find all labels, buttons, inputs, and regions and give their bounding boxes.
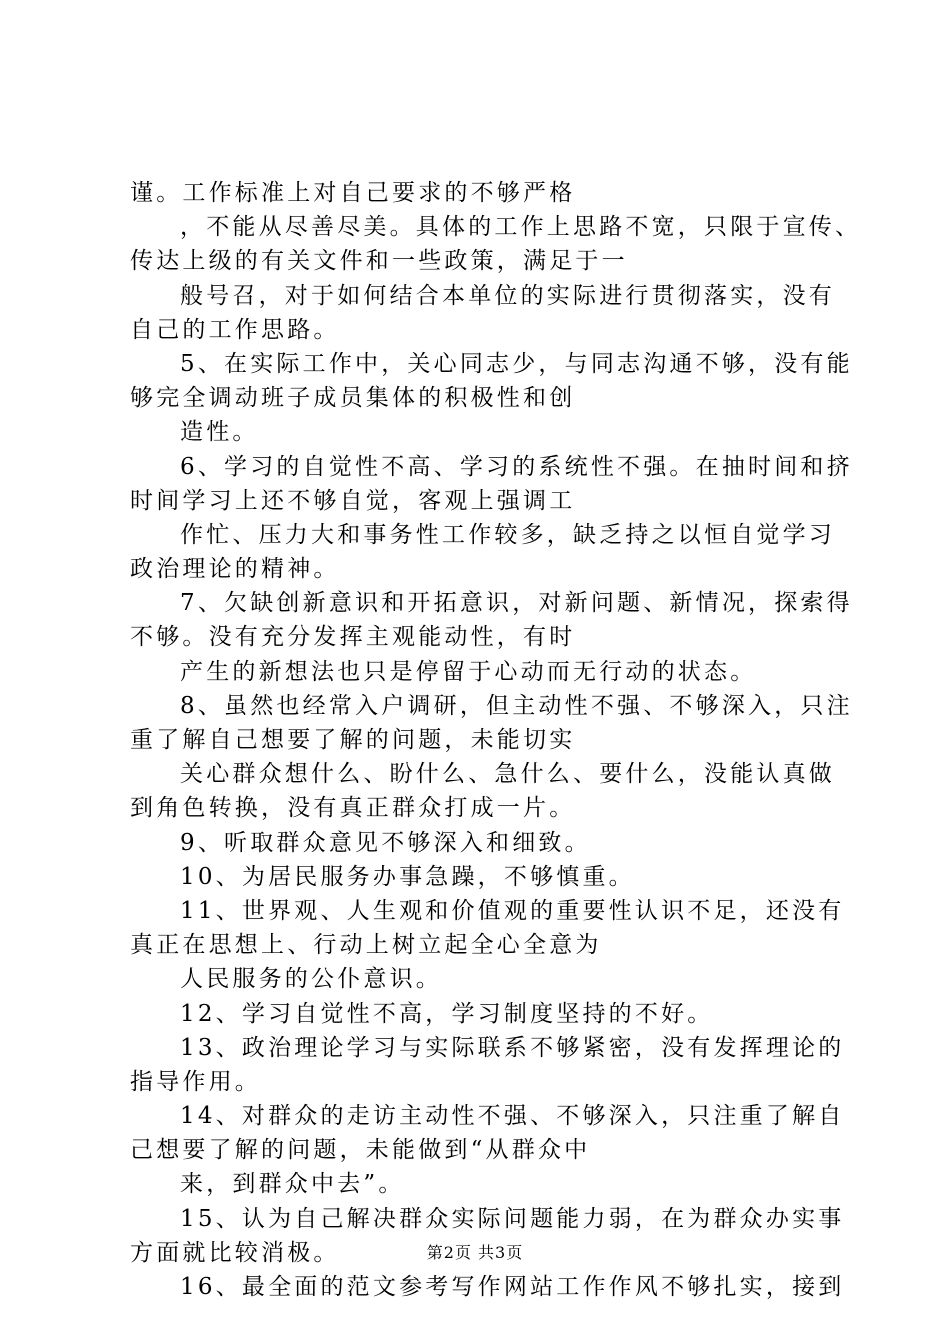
text-line: ，不能从尽善尽美。具体的工作上思路不宽，只限于宣传、 xyxy=(180,214,862,241)
text-line: 6、学习的自觉性不高、学习的系统性不强。在抽时间和挤 xyxy=(180,453,853,480)
text-line: 7、欠缺创新意识和开拓意识，对新问题、新情况，探索得 xyxy=(180,590,853,617)
text-line: 关心群众想什么、盼什么、急什么、要什么，没能认真做 xyxy=(180,761,835,788)
text-line: 真正在思想上、行动上树立起全心全意为 xyxy=(130,932,602,959)
text-line: 谨。工作标准上对自己要求的不够严格 xyxy=(130,180,576,206)
text-line: 般号召，对于如何结合本单位的实际进行贯彻落实，没有 xyxy=(180,282,835,309)
text-line: 够完全调动班子成员集体的积极性和创 xyxy=(130,385,576,412)
text-line: 时间学习上还不够自觉，客观上强调工 xyxy=(130,487,576,514)
text-line: 自己的工作思路。 xyxy=(130,316,340,343)
text-line: 造性。 xyxy=(180,419,259,446)
text-line: 到角色转换，没有真正群众打成一片。 xyxy=(130,795,576,822)
text-line: 方面就比较消极。 xyxy=(130,1239,340,1266)
text-line: 16、最全面的范文参考写作网站工作作风不够扎实，接到 xyxy=(180,1274,845,1300)
text-line: 指导作用。 xyxy=(130,1068,261,1095)
text-line: 12、学习自觉性不高，学习制度坚持的不好。 xyxy=(180,1000,714,1027)
text-line: 15、认为自己解决群众实际问题能力弱，在为群众办实事 xyxy=(180,1205,845,1232)
page-footer: 第2页 共3页 xyxy=(426,1243,524,1262)
text-line: 政治理论的精神。 xyxy=(130,556,340,583)
text-line: 作忙、压力大和事务性工作较多，缺乏持之以恒自觉学习 xyxy=(180,521,835,548)
text-line: 人民服务的公仆意识。 xyxy=(180,966,442,993)
text-line: 10、为居民服务办事急躁，不够慎重。 xyxy=(180,863,635,890)
document-body xyxy=(130,176,862,1304)
text-line: 13、政治理论学习与实际联系不够紧密，没有发挥理论的 xyxy=(180,1034,845,1061)
text-line: 己想要了解的问题，未能做到“从群众中 xyxy=(130,1137,591,1164)
text-line: 不够。没有充分发挥主观能动性，有时 xyxy=(130,624,576,651)
text-line: 9、听取群众意见不够深入和细致。 xyxy=(180,829,591,856)
text-line: 8、虽然也经常入户调研，但主动性不强、不够深入，只注 xyxy=(180,692,853,719)
text-line: 产生的新想法也只是停留于心动而无行动的状态。 xyxy=(180,658,757,685)
text-line: 来，到群众中去”。 xyxy=(180,1171,405,1198)
text-line: 14、对群众的走访主动性不强、不够深入，只注重了解自 xyxy=(180,1103,845,1130)
text-line: 5、在实际工作中，关心同志少，与同志沟通不够，没有能 xyxy=(180,350,853,377)
text-line: 11、世界观、人生观和价值观的重要性认识不足，还没有 xyxy=(180,897,845,924)
text-line: 重了解自己想要了解的问题，未能切实 xyxy=(130,727,576,753)
text-line: 传达上级的有关文件和一些政策，满足于一 xyxy=(130,248,628,275)
